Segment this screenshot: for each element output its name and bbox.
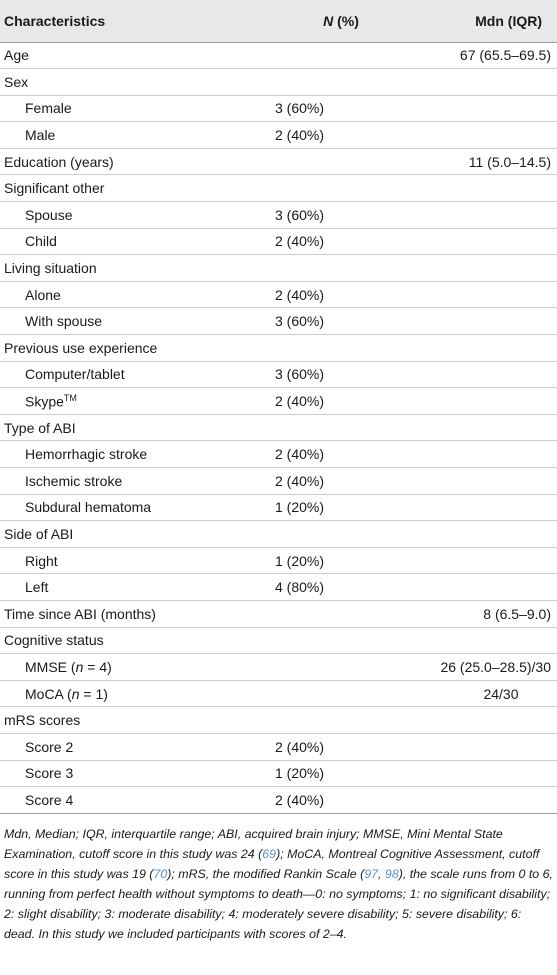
row-mdn-iqr (405, 468, 557, 495)
row-mdn-iqr (405, 361, 557, 388)
row-label-text: Skype (25, 393, 64, 410)
table-row (0, 175, 557, 202)
table-row (0, 228, 557, 255)
row-n-percent (255, 521, 405, 548)
row-label (0, 361, 255, 388)
row-label (0, 228, 255, 255)
row-label-text: Significant other (4, 180, 105, 197)
header-characteristics: Characteristics (0, 0, 255, 42)
row-label-text: Computer/tablet (25, 366, 125, 383)
row-n-percent (255, 600, 405, 627)
table-row (0, 468, 557, 495)
row-label (0, 680, 255, 707)
row-label-text: Hemorrhagic stroke (25, 446, 148, 463)
row-n-percent: 1 (20%) (275, 765, 325, 782)
row-label-text: Subdural hematoma (25, 499, 152, 516)
row-label-text: Side of ABI (4, 525, 74, 542)
table-row (0, 680, 557, 707)
row-mdn-iqr (405, 760, 557, 787)
table-row (0, 654, 557, 681)
row-label-text: Previous use experience (4, 339, 158, 356)
row-label-text: Male (25, 127, 56, 144)
header-n-italic: N (323, 12, 334, 29)
row-n-percent (255, 175, 405, 202)
row-label-italic: n (75, 658, 84, 675)
row-label (0, 627, 255, 654)
table-row (0, 335, 557, 362)
row-mdn-iqr (405, 335, 557, 362)
table-row (0, 308, 557, 335)
row-label-text: Alone (25, 286, 61, 303)
table-row (0, 760, 557, 787)
row-label-text: MoCA ( (25, 685, 72, 702)
row-n-percent (255, 654, 405, 681)
row-label-text: Education (years) (4, 153, 114, 170)
row-mdn-iqr: 26 (25.0–28.5)/30 (440, 658, 551, 675)
row-n-percent: 2 (40%) (275, 446, 325, 463)
row-label (0, 441, 255, 468)
table-row (0, 148, 557, 175)
footnote-ref-98[interactable]: 98 (384, 866, 399, 881)
row-label-text: Living situation (4, 260, 97, 277)
header-row (0, 0, 557, 42)
footnote-ref-70[interactable]: 70 (153, 866, 168, 881)
row-label (0, 414, 255, 441)
row-mdn-iqr (405, 202, 557, 229)
row-mdn-iqr (405, 521, 557, 548)
row-mdn-iqr: 11 (5.0–14.5) (468, 153, 551, 170)
footnote-text-3: ); mRS, the modified Rankin Scale ( (167, 866, 365, 881)
header-mdn-iqr: Mdn (IQR) (405, 0, 557, 42)
row-n-percent: 1 (20%) (275, 552, 325, 569)
row-mdn-iqr (405, 547, 557, 574)
row-label (0, 760, 255, 787)
row-label (0, 494, 255, 521)
row-mdn-iqr (405, 281, 557, 308)
row-label-text: Right (25, 552, 58, 569)
row-mdn-iqr (405, 308, 557, 335)
table-footnote (0, 814, 557, 944)
row-label-text: Time since ABI (months) (4, 605, 156, 622)
row-label-text: With spouse (25, 313, 103, 330)
row-label-tail: = 4) (83, 658, 112, 675)
row-label (0, 574, 255, 601)
row-n-percent: 1 (20%) (275, 499, 325, 516)
table-row (0, 521, 557, 548)
row-n-percent (255, 680, 405, 707)
header-percent: (%) (333, 12, 359, 29)
footnote-ref-69[interactable]: 69 (262, 846, 277, 861)
table-row (0, 547, 557, 574)
table-row (0, 733, 557, 760)
row-n-percent (255, 69, 405, 96)
table-row (0, 122, 557, 149)
row-label-text: Child (25, 233, 57, 250)
row-label-text: Left (25, 579, 49, 596)
row-label (0, 42, 255, 69)
table-row (0, 707, 557, 734)
row-label-italic: n (71, 685, 80, 702)
row-label (0, 175, 255, 202)
row-label-text: Score 4 (25, 791, 74, 808)
table-header (0, 0, 557, 42)
table-row (0, 202, 557, 229)
row-mdn-iqr (405, 733, 557, 760)
table-row (0, 388, 557, 415)
row-label (0, 202, 255, 229)
row-label (0, 388, 255, 415)
row-label-text: MMSE ( (25, 658, 76, 675)
row-mdn-iqr (405, 787, 557, 814)
row-n-percent (255, 414, 405, 441)
row-n-percent: 3 (60%) (275, 313, 325, 330)
row-n-percent: 2 (40%) (275, 233, 325, 250)
row-label (0, 600, 255, 627)
row-label (0, 733, 255, 760)
table-row (0, 361, 557, 388)
row-n-percent (255, 707, 405, 734)
row-label (0, 787, 255, 814)
row-label-text: Sex (4, 73, 29, 90)
row-n-percent: 3 (60%) (275, 100, 325, 117)
row-mdn-iqr (405, 441, 557, 468)
row-n-percent (255, 148, 405, 175)
row-mdn-iqr: 67 (65.5–69.5) (459, 47, 551, 64)
table-row (0, 414, 557, 441)
row-label-text: Spouse (25, 206, 73, 223)
row-label (0, 521, 255, 548)
trademark-superscript: TM (63, 392, 77, 403)
table-row (0, 600, 557, 627)
table-row (0, 255, 557, 282)
row-label (0, 95, 255, 122)
row-mdn-iqr (405, 574, 557, 601)
row-n-percent: 2 (40%) (275, 393, 325, 410)
row-label-text: Type of ABI (4, 419, 76, 436)
footnote-text-2: ); MoCA, Montreal Cognitive Assessment, cutoff score in this study was 19 ( (4, 846, 540, 881)
table-row (0, 627, 557, 654)
row-label (0, 255, 255, 282)
footnote-text-4: , (378, 866, 385, 881)
row-label (0, 468, 255, 495)
row-mdn-iqr (405, 175, 557, 202)
row-n-percent: 2 (40%) (275, 286, 325, 303)
row-mdn-iqr (405, 388, 557, 415)
row-mdn-iqr: 24/30 (483, 685, 519, 702)
row-label (0, 654, 255, 681)
table-row (0, 494, 557, 521)
row-n-percent: 2 (40%) (275, 791, 325, 808)
row-label (0, 69, 255, 96)
row-n-percent (255, 335, 405, 362)
footnote-text-1: Mdn, Median; IQR, interquartile range; ABI, acquired brain injury; MMSE, Mini Mental State Examination, cutoff score in this study was 24 ( (4, 826, 503, 861)
table-row (0, 574, 557, 601)
table-row (0, 787, 557, 814)
row-mdn-iqr (405, 69, 557, 96)
row-label-text: Score 2 (25, 738, 74, 755)
row-mdn-iqr: 8 (6.5–9.0) (483, 605, 551, 622)
row-mdn-iqr (405, 122, 557, 149)
footnote-ref-97[interactable]: 97 (364, 866, 378, 881)
row-n-percent: 3 (60%) (275, 206, 325, 223)
row-n-percent (255, 255, 405, 282)
row-n-percent: 4 (80%) (275, 579, 325, 596)
row-label (0, 281, 255, 308)
row-n-percent (255, 42, 405, 69)
row-n-percent: 2 (40%) (275, 472, 325, 489)
row-mdn-iqr (405, 414, 557, 441)
row-label (0, 148, 255, 175)
row-label (0, 122, 255, 149)
row-mdn-iqr (405, 95, 557, 122)
row-mdn-iqr (405, 494, 557, 521)
table-row (0, 281, 557, 308)
table-body (0, 42, 557, 813)
table-row (0, 42, 557, 69)
row-label-text: Age (4, 47, 29, 64)
row-mdn-iqr (405, 255, 557, 282)
row-mdn-iqr (405, 707, 557, 734)
row-label-text: Cognitive status (4, 632, 104, 649)
row-label (0, 707, 255, 734)
row-label-text: Ischemic stroke (25, 472, 123, 489)
row-n-percent (255, 627, 405, 654)
header-n-percent (255, 0, 405, 42)
row-label-text: Female (25, 100, 72, 117)
row-n-percent: 3 (60%) (275, 366, 325, 383)
row-label-tail: = 1) (79, 685, 108, 702)
footnote-text-5: ), the scale runs from 0 to 6, running from perfect health without symptoms to death—0: no symptoms; 1: no significant disability; 2: slight disability; 3: moderate disability; 4: moderately severe disability; 5: severe disability; 6: dead. In this study we included participants with scores of 2–4. (4, 866, 553, 941)
row-n-percent: 2 (40%) (275, 738, 325, 755)
row-label-text: mRS scores (4, 712, 81, 729)
table-row (0, 95, 557, 122)
row-n-percent: 2 (40%) (275, 127, 325, 144)
row-mdn-iqr (405, 228, 557, 255)
table-row (0, 69, 557, 96)
row-label (0, 308, 255, 335)
row-label-text: Score 3 (25, 765, 74, 782)
table-row (0, 441, 557, 468)
row-label (0, 335, 255, 362)
row-mdn-iqr (405, 627, 557, 654)
row-label (0, 547, 255, 574)
